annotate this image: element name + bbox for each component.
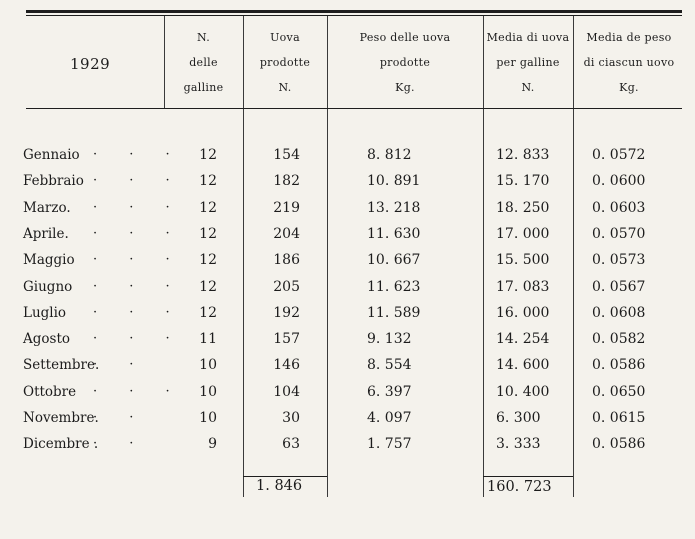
hens-count: 12 (199, 305, 217, 321)
body-divider-3 (483, 109, 484, 497)
hens-count: 10 (199, 357, 217, 373)
eggs-count: 186 (273, 252, 300, 268)
month-label: Agosto (23, 331, 70, 347)
eggs-weight: 13. 218 (367, 200, 421, 216)
leader-dots: · · (93, 357, 148, 372)
month-label: Settembre. (23, 357, 100, 373)
table-year: 1929 (70, 55, 111, 73)
leader-dots: · · · (93, 305, 184, 320)
eggs-weight: 10. 891 (367, 173, 421, 189)
header-avg-weight-line-2: di ciascun uovo (583, 56, 675, 69)
month-label: Aprile. (23, 226, 69, 242)
avg-weight: 0. 0650 (592, 384, 646, 400)
hens-count: 12 (199, 252, 217, 268)
header-eggs-line-2: prodotte (259, 56, 311, 69)
avg-weight: 0. 0608 (592, 305, 646, 321)
eggs-count: 192 (273, 305, 300, 321)
eggs-count: 104 (273, 384, 300, 400)
leader-dots: · · · (93, 279, 184, 294)
eggs-weight: 11. 623 (367, 279, 421, 295)
avg-eggs: 15. 500 (496, 252, 550, 268)
month-label: Febbraio (23, 173, 84, 189)
month-label: Dicembre . (23, 436, 99, 452)
avg-weight: 0. 0586 (592, 436, 646, 452)
eggs-weight: 9. 132 (367, 331, 412, 347)
leader-dots: · · · (93, 226, 184, 241)
avg-weight: 0. 0572 (592, 147, 646, 163)
eggs-count: 146 (273, 357, 300, 373)
avg-eggs: 14. 254 (496, 331, 550, 347)
month-label: Marzo. (23, 200, 71, 216)
avg-eggs: 15. 170 (496, 173, 550, 189)
avg-weight: 0. 0600 (592, 173, 646, 189)
avg-eggs: 6. 300 (496, 410, 541, 426)
hens-count: 11 (199, 331, 217, 347)
header-avg-eggs-line-1: Media di uova (486, 31, 570, 44)
totals-rule-avg-eggs (483, 476, 573, 477)
eggs-weight: 11. 589 (367, 305, 421, 321)
eggs-weight: 6. 397 (367, 384, 412, 400)
hens-count: 12 (199, 147, 217, 163)
hens-count: 9 (208, 436, 217, 452)
eggs-count: 182 (273, 173, 300, 189)
eggs-count: 154 (273, 147, 300, 163)
eggs-weight: 1. 757 (367, 436, 412, 452)
totals-rule-eggs (243, 476, 327, 477)
leader-dots: · · (93, 436, 148, 451)
avg-eggs: 16. 000 (496, 305, 550, 321)
hens-count: 10 (199, 384, 217, 400)
month-label: Ottobre (23, 384, 77, 400)
leader-dots: · · · (93, 147, 184, 162)
eggs-count: 204 (273, 226, 300, 242)
month-label: Giugno (23, 279, 73, 295)
hens-count: 12 (199, 226, 217, 242)
hens-count: 12 (199, 173, 217, 189)
avg-eggs: 17. 083 (496, 279, 550, 295)
header-hens-line-1: N. (196, 31, 211, 44)
month-label: Luglio (23, 305, 67, 321)
eggs-weight: 8. 812 (367, 147, 412, 163)
body-divider-1 (243, 109, 244, 497)
header-avg-weight-line-3: Kg. (619, 81, 639, 94)
month-label: Maggio (23, 252, 75, 268)
eggs-count: 157 (273, 331, 300, 347)
avg-weight: 0. 0573 (592, 252, 646, 268)
header-eggs-line-1: Uova (270, 31, 300, 44)
total-eggs: 1. 846 (256, 478, 303, 494)
hens-count: 12 (199, 200, 217, 216)
avg-eggs: 12. 833 (496, 147, 550, 163)
header-avg-eggs-line-3: N. (521, 81, 535, 94)
eggs-weight: 11. 630 (367, 226, 421, 242)
avg-eggs: 17. 000 (496, 226, 550, 242)
leader-dots: · · · (93, 331, 184, 346)
header-avg-weight-line-1: Media de peso (586, 31, 672, 44)
eggs-weight: 8. 554 (367, 357, 412, 373)
header-weight-line-1: Peso delle uova (359, 31, 451, 44)
leader-dots: · · · (93, 384, 184, 399)
avg-weight: 0. 0570 (592, 226, 646, 242)
leader-dots: · · (93, 410, 148, 425)
header-eggs-line-3: N. (278, 81, 292, 94)
avg-eggs: 14. 600 (496, 357, 550, 373)
avg-weight: 0. 0603 (592, 200, 646, 216)
month-label: Novembre. (23, 410, 99, 426)
hens-count: 12 (199, 279, 217, 295)
eggs-weight: 4. 097 (367, 410, 412, 426)
header-hens-line-3: galline (183, 81, 224, 94)
header-weight-line-2: prodotte (379, 56, 431, 69)
avg-weight: 0. 0586 (592, 357, 646, 373)
avg-weight: 0. 0582 (592, 331, 646, 347)
leader-dots: · · · (93, 252, 184, 267)
top-rule-thick (26, 10, 682, 13)
header-avg-eggs-line-2: per galline (496, 56, 560, 69)
avg-weight: 0. 0567 (592, 279, 646, 295)
eggs-count: 30 (282, 410, 300, 426)
month-label: Gennaio (23, 147, 80, 163)
eggs-count: 63 (282, 436, 300, 452)
leader-dots: · · · (93, 200, 184, 215)
eggs-count: 205 (273, 279, 300, 295)
header-weight-line-3: Kg. (395, 81, 415, 94)
leader-dots: · · · (93, 173, 184, 188)
avg-weight: 0. 0615 (592, 410, 646, 426)
eggs-weight: 10. 667 (367, 252, 421, 268)
eggs-count: 219 (273, 200, 300, 216)
body-divider-4 (573, 109, 574, 497)
avg-eggs: 10. 400 (496, 384, 550, 400)
total-avg-eggs: 160. 723 (487, 479, 552, 495)
header-rule (26, 108, 682, 109)
hens-count: 10 (199, 410, 217, 426)
body-divider-2 (327, 109, 328, 497)
header-hens-line-2: delle (189, 56, 218, 69)
avg-eggs: 3. 333 (496, 436, 541, 452)
avg-eggs: 18. 250 (496, 200, 550, 216)
top-rule-thin (26, 15, 682, 16)
